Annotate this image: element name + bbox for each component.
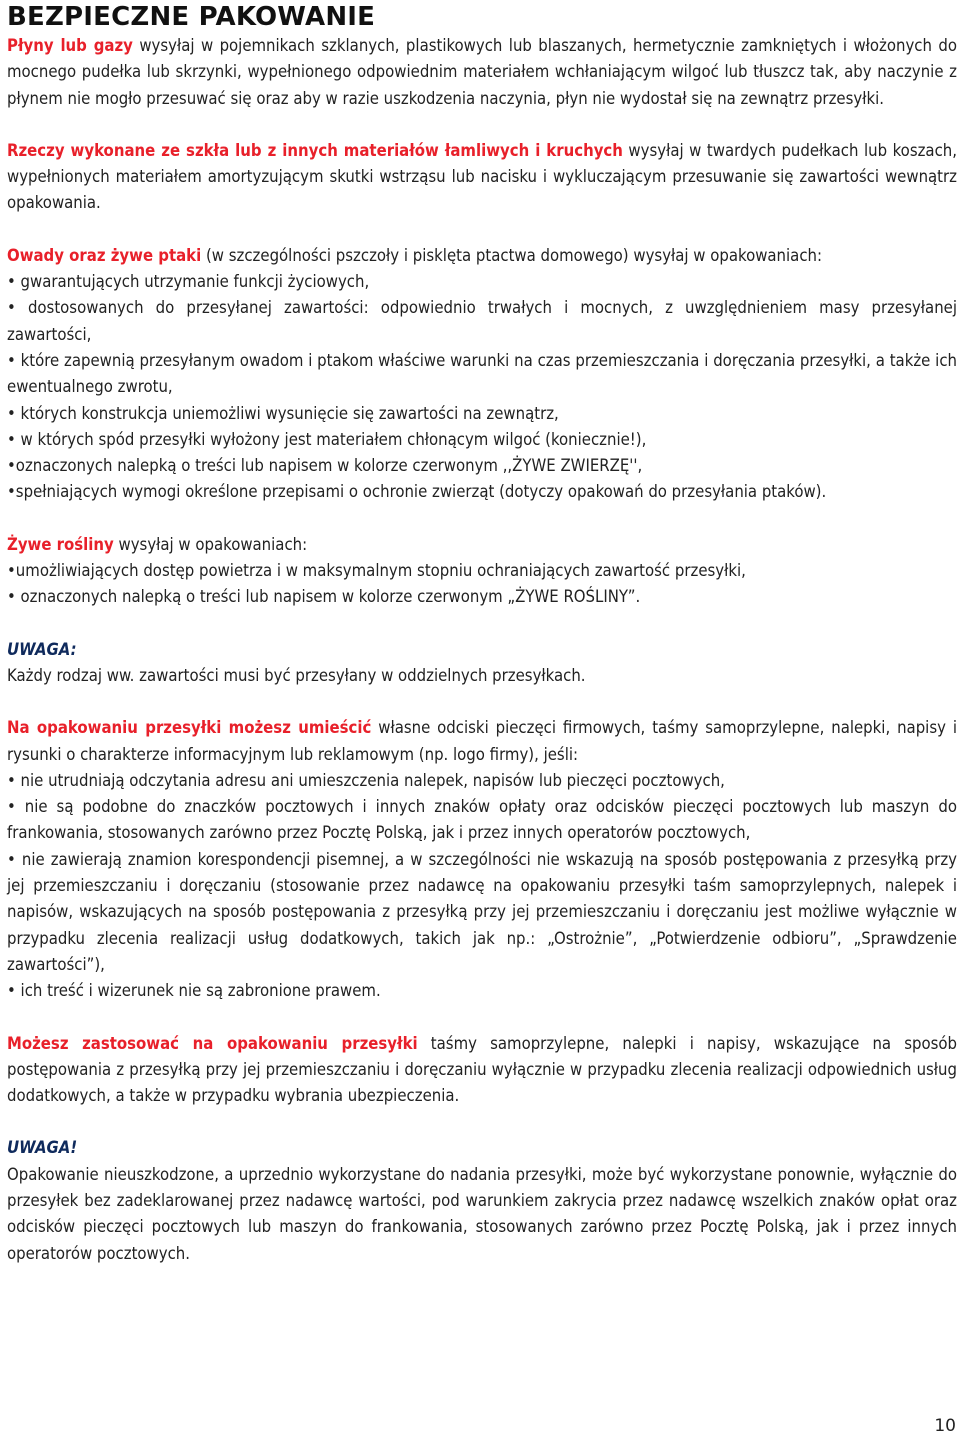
list-item: • nie są podobne do znaczków pocztowych i innych znaków opłaty oraz odcisków pieczęci pocztowych lub maszyn do frankowania, stosowanych zarówno przez Pocztę Polską, jak i przez innych operatorów pocztowych, [7, 797, 957, 843]
list-item: •oznaczonych nalepką o treści lub napisem w kolorze czerwonym ,,ŻYWE ZWIERZĘ'', [7, 456, 643, 476]
note-text-2: Opakowanie nieuszkodzone, a uprzednio wykorzystane do nadania przesyłki, może być wykorzystane ponownie, wyłącznie do przesyłek bez zadeklarowanej przez nadawcę wartości, pod warunkiem zakrycia przez nadawcę wszelkich znaków opłat oraz odcisków pieczęci pocztowych lub maszyn do frankowania, stosowanych zarówno przez Pocztę Polską, jak i przez innych operatorów pocztowych. [7, 1164, 957, 1263]
list-item: •spełniających wymogi określone przepisami o ochronie zwierząt (dotyczy opakowań do przesyłania ptaków). [7, 482, 827, 502]
packaging-marks-list [7, 768, 957, 1005]
page-number: 10 [934, 1416, 956, 1436]
page-title: BEZPIECZNE PAKOWANIE [7, 2, 376, 32]
list-item: •umożliwiających dostęp powietrza i w maksymalnym stopniu ochraniających zawartość przesyłki, [7, 561, 746, 581]
note-heading-2 [7, 1135, 957, 1161]
list-item: • których konstrukcja uniemożliwi wysunięcie się zawartości na zewnątrz, [7, 403, 559, 423]
insects-birds-text: (w szczególności pszczoły i pisklęta ptactwa domowego) wysyłaj w opakowaniach: [201, 245, 823, 265]
note-heading-1 [7, 637, 957, 663]
insects-birds-paragraph [7, 243, 957, 269]
plants-lead: Żywe rośliny [7, 534, 114, 554]
list-item: • w których spód przesyłki wyłożony jest materiałem chłonącym wilgoć (koniecznie!), [7, 429, 647, 449]
plants-text: wysyłaj w opakowaniach: [113, 534, 308, 554]
labels-paragraph [7, 1031, 957, 1110]
list-item: • ich treść i wizerunek nie są zabronione prawem. [7, 981, 381, 1001]
list-item: • oznaczonych nalepką o treści lub napisem w kolorze czerwonym „ŻYWE ROŚLINY”. [7, 587, 641, 607]
fragile-text: wysyłaj w twardych pudełkach lub koszach, wypełnionych materiałem amortyzującym skutki wstrząsu lub nacisku i wykluczającym przesuwanie się zawartości wewnątrz opakowania. [7, 140, 957, 213]
plants-paragraph [7, 532, 957, 558]
fragile-lead: Rzeczy wykonane ze szkła lub z innych materiałów łamliwych i kruchych [7, 140, 623, 160]
plants-list [7, 558, 957, 611]
fragile-paragraph [7, 138, 957, 217]
list-item: • nie zawierają znamion korespondencji pisemnej, a w szczególności nie wskazują na sposób postępowania z przesyłką przy jej przemieszczaniu i doręczaniu (stosowanie przez nadawcę na opakowaniu przesyłki taśm samoprzylepnych, nalepek i napisów, wskazujących na sposób postępowania z przesyłką przy jej przemieszczaniu i doręczaniu jest możliwe wyłącznie w przypadku zlecenia realizacji usług dodatkowych, takich jak np.: „Ostrożnie”, „Potwierdzenie odbioru”, „Sprawdzenie zawartości”), [7, 849, 957, 974]
document-page [7, 0, 957, 1267]
packaging-marks-lead: Na opakowaniu przesyłki możesz umieścić [7, 718, 372, 738]
list-item: • dostosowanych do przesyłanej zawartości: odpowiednio trwałych i mocnych, z uwzględnieniem masy przesyłanej zawartości, [7, 298, 957, 344]
packaging-marks-text: własne odciski pieczęci firmowych, taśmy samoprzylepne, nalepki, napisy i rysunki o charakterze informacyjnym lub reklamowym (np. logo firmy), jeśli: [7, 718, 957, 764]
list-item: • nie utrudniają odczytania adresu ani umieszczenia nalepek, napisów lub pieczęci pocztowych, [7, 770, 725, 790]
liquids-text: wysyłaj w pojemnikach szklanych, plastikowych lub blaszanych, hermetycznie zamkniętych i włożonych do mocnego pudełka lub skrzynki, wypełnionego odpowiednim materiałem wchłaniającym wilgoć lub tłuszcz tak, aby naczynie z płynem nie mogło przesuwać się oraz aby w razie uszkodzenia naczynia, płyn nie wydostał się na zewnątrz przesyłki. [7, 36, 957, 108]
note-text-1: Każdy rodzaj ww. zawartości musi być przesyłany w oddzielnych przesyłkach. [7, 665, 586, 685]
list-item: • gwarantujących utrzymanie funkcji życiowych, [7, 272, 370, 292]
insects-birds-list [7, 269, 957, 506]
labels-lead: Możesz zastosować na opakowaniu przesyłki [7, 1033, 418, 1053]
labels-text: taśmy samoprzylepne, nalepki i napisy, wskazujące na sposób postępowania z przesyłką przy jej przemieszczaniu i doręczaniu wyłącznie w przypadku zlecenia realizacji odpowiednich usług dodatkowych, a także w przypadku wybrania ubezpieczenia. [7, 1033, 957, 1106]
liquids-paragraph [7, 33, 957, 112]
packaging-marks-paragraph [7, 715, 957, 768]
liquids-lead: Płyny lub gazy [7, 36, 133, 55]
insects-birds-lead: Owady oraz żywe ptaki [7, 245, 202, 265]
note-heading-text: UWAGA! [7, 1138, 78, 1158]
list-item: • które zapewnią przesyłanym owadom i ptakom właściwe warunki na czas przemieszczania i doręczania przesyłki, a także ich ewentualnego zwrotu, [7, 350, 957, 397]
note-heading-text: UWAGA: [7, 639, 77, 659]
